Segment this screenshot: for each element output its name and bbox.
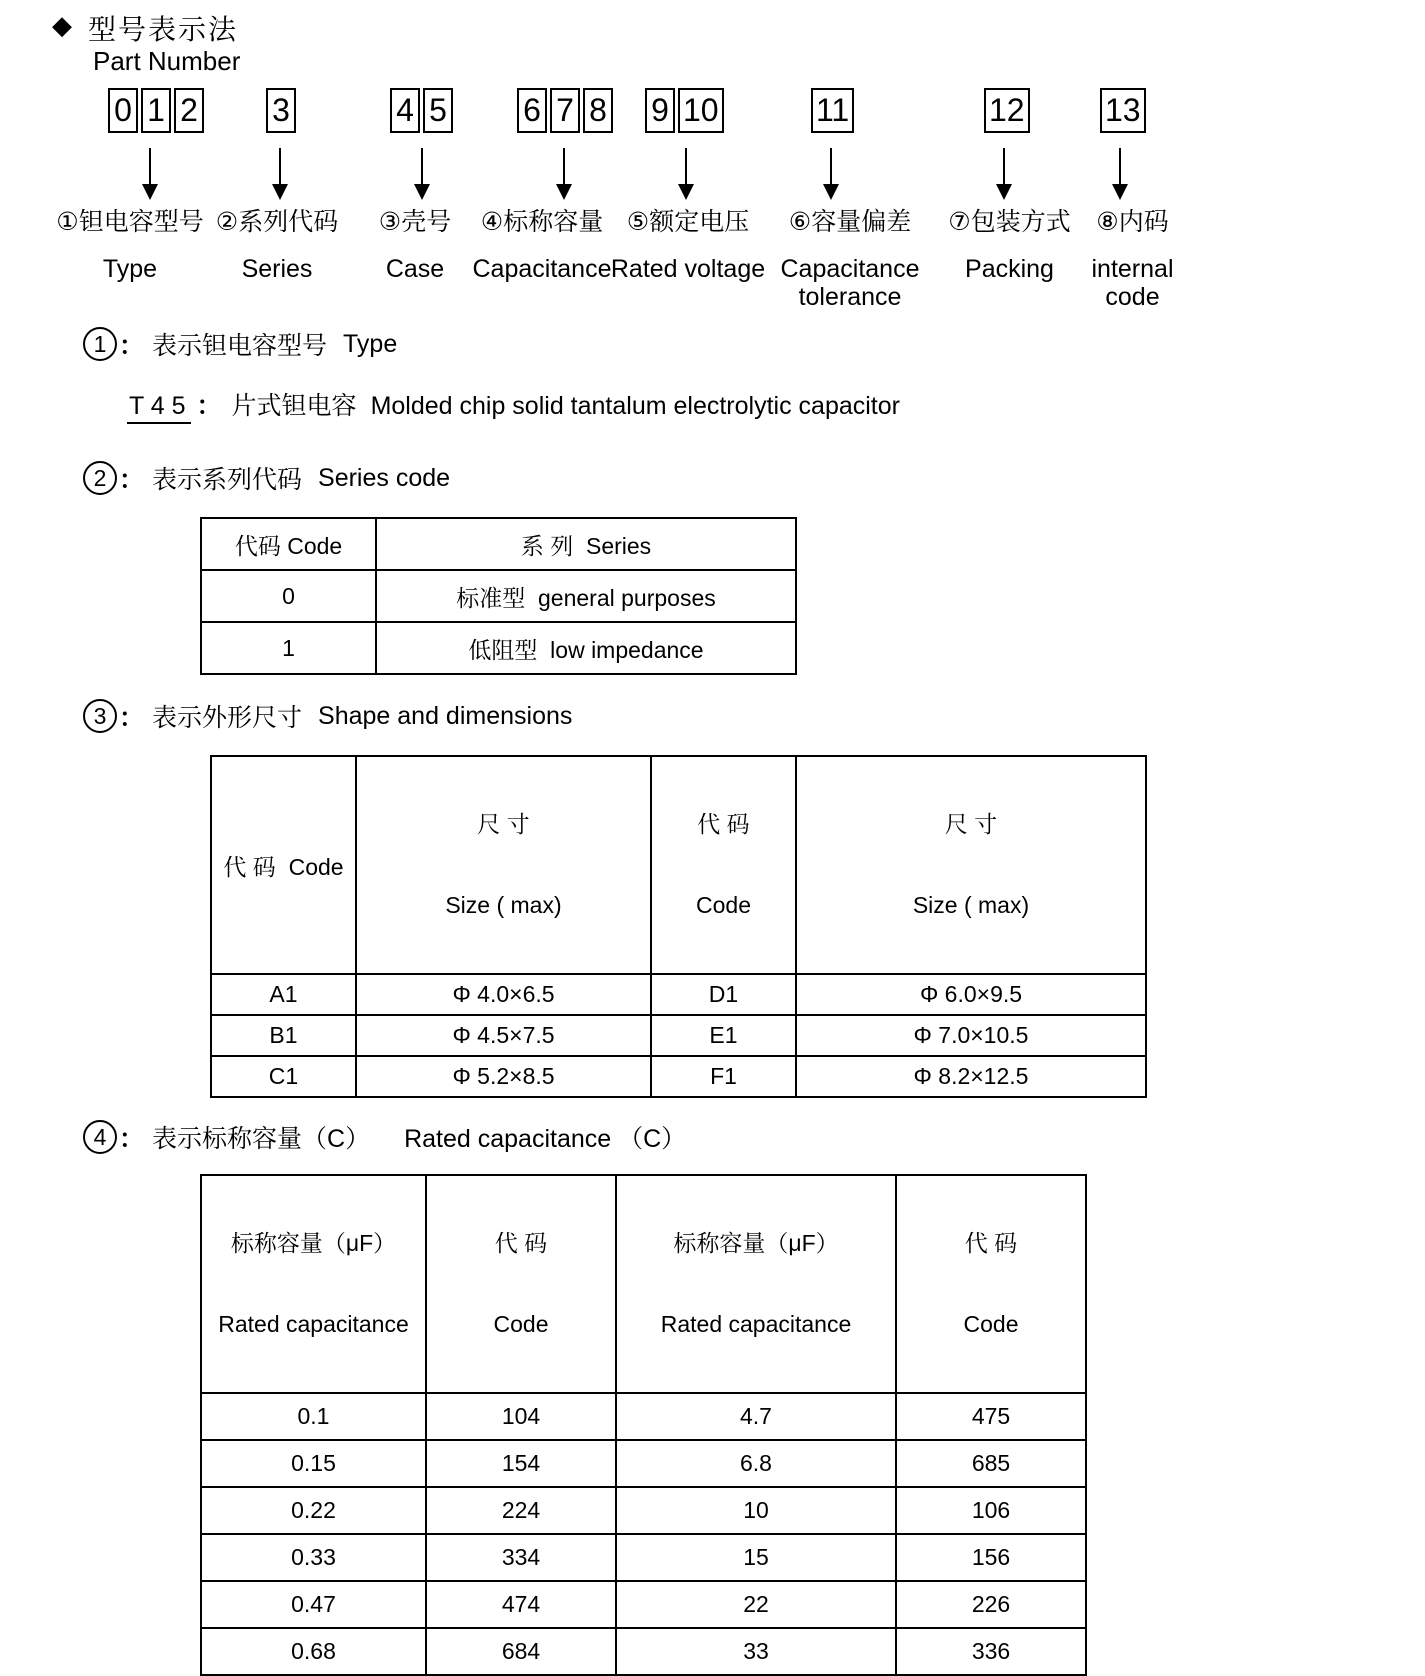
cell-code: 336 — [896, 1628, 1086, 1675]
field-label-capacitance — [472, 202, 612, 283]
cell-size: Φ 4.5×7.5 — [356, 1015, 651, 1056]
cell-series: 低阻型 low impedance — [376, 622, 796, 674]
field-label-en: internal code — [1091, 255, 1174, 311]
series-code-table — [200, 517, 797, 675]
header-cell-code: 代码 Code — [201, 518, 376, 570]
cell-code: 684 — [426, 1628, 616, 1675]
heading-colon: ： — [119, 466, 145, 494]
digit-box: 5 — [423, 88, 453, 133]
table-row — [201, 1393, 1086, 1440]
cell-code: 226 — [896, 1581, 1086, 1628]
header-cell-size — [796, 756, 1146, 974]
part-number-diagram — [0, 0, 1425, 310]
digit-group-capacitance — [517, 88, 613, 133]
circle-number-3: 3 — [83, 699, 117, 733]
cell-size: Φ 5.2×8.5 — [356, 1056, 651, 1097]
down-arrow-icon — [270, 148, 290, 200]
down-arrow-icon — [676, 148, 696, 200]
section-4-heading-en: Rated capacitance （C） — [404, 1125, 687, 1153]
type-code-zh: 片式钽电容 — [231, 392, 357, 420]
table-row — [201, 1581, 1086, 1628]
header-line: Rated capacitance — [660, 1311, 852, 1337]
digit-group-voltage — [645, 88, 724, 133]
digit-box: 10 — [678, 88, 724, 133]
section-1-heading-zh: 表示钽电容型号 — [152, 332, 328, 360]
cell-code: 104 — [426, 1393, 616, 1440]
down-arrow-icon — [554, 148, 574, 200]
cell-code: A1 — [211, 974, 356, 1015]
digit-box: 8 — [583, 88, 613, 133]
header-line: 标称容量（μF） — [673, 1230, 839, 1256]
section-3-heading-en: Shape and dimensions — [318, 701, 573, 730]
field-label-zh: ③壳号 — [378, 208, 452, 236]
digit-group-type — [108, 88, 204, 133]
field-label-en: Type — [102, 255, 158, 283]
field-label-en: Case — [385, 255, 445, 283]
cell-capacitance: 33 — [616, 1628, 896, 1675]
section-3-heading-zh: 表示外形尺寸 — [152, 704, 303, 732]
down-arrow-icon — [412, 148, 432, 200]
field-label-zh: ⑤额定电压 — [626, 208, 750, 236]
cell-capacitance: 0.68 — [201, 1628, 426, 1675]
cell-code: C1 — [211, 1056, 356, 1097]
cell-size: Φ 8.2×12.5 — [796, 1056, 1146, 1097]
field-label-zh: ①钽电容型号 — [56, 208, 204, 236]
cell-capacitance: 0.1 — [201, 1393, 426, 1440]
down-arrow-icon — [140, 148, 160, 200]
table-row — [211, 1015, 1146, 1056]
field-label-zh: ⑧内码 — [1096, 208, 1169, 236]
field-label-en: Packing — [965, 255, 1054, 283]
cell-code: 0 — [201, 570, 376, 622]
table-row — [211, 1056, 1146, 1097]
header-line: 尺 寸 — [477, 811, 530, 837]
field-label-internal-code — [1080, 202, 1185, 311]
header-line: Rated capacitance — [218, 1311, 409, 1337]
field-label-packing — [942, 202, 1077, 283]
header-cell-size — [356, 756, 651, 974]
down-arrow-icon — [994, 148, 1014, 200]
down-arrow-icon — [1110, 148, 1130, 200]
section-2-heading — [83, 460, 1425, 496]
section-2-heading-zh: 表示系列代码 — [152, 466, 303, 494]
heading-colon: ： — [119, 1125, 145, 1153]
cell-size: Φ 7.0×10.5 — [796, 1015, 1146, 1056]
shape-size-table — [210, 755, 1147, 1098]
field-label-en: Capacitance tolerance — [780, 255, 920, 311]
table-header-row — [201, 518, 796, 570]
cell-code: 685 — [896, 1440, 1086, 1487]
table-row — [201, 1487, 1086, 1534]
cell-code: 154 — [426, 1440, 616, 1487]
digit-group-packing — [984, 88, 1030, 133]
header-line: Code — [493, 1311, 549, 1337]
header-cell-capacitance — [616, 1175, 896, 1393]
digit-box: 12 — [984, 88, 1030, 133]
cell-code: B1 — [211, 1015, 356, 1056]
digit-box: 9 — [645, 88, 675, 133]
header-line: 尺 寸 — [944, 811, 998, 837]
field-label-type — [35, 202, 225, 283]
page-title-zh: 型号表示法 — [88, 14, 239, 45]
section-4-heading-zh: 表示标称容量（C） — [152, 1125, 371, 1153]
digit-group-internal — [1100, 88, 1146, 133]
digit-box: 11 — [811, 88, 854, 133]
cell-code: 106 — [896, 1487, 1086, 1534]
digit-box: 1 — [141, 88, 171, 133]
type-code-colon: ： — [196, 392, 222, 420]
header-cell-code: 代 码 Code — [211, 756, 356, 974]
header-line: 代 码 — [964, 1230, 1018, 1256]
digit-box: 2 — [174, 88, 204, 133]
cell-capacitance: 0.33 — [201, 1534, 426, 1581]
field-label-zh: ⑦包装方式 — [948, 208, 1071, 236]
section-1-heading-en: Type — [343, 329, 398, 358]
header-cell-series: 系 列 Series — [376, 518, 796, 570]
table-header-row — [211, 756, 1146, 974]
table-row — [211, 974, 1146, 1015]
cell-code: E1 — [651, 1015, 796, 1056]
cell-code: 474 — [426, 1581, 616, 1628]
cell-code: F1 — [651, 1056, 796, 1097]
page-title-en: Part Number — [93, 46, 241, 76]
digit-box: 0 — [108, 88, 138, 133]
field-label-en: Rated voltage — [610, 255, 766, 283]
cell-code: 156 — [896, 1534, 1086, 1581]
header-cell-capacitance — [201, 1175, 426, 1393]
field-label-rated-voltage — [608, 202, 768, 283]
table-row — [201, 622, 796, 674]
digit-group-tolerance — [811, 88, 854, 133]
type-code-line — [127, 386, 1425, 424]
table-row — [201, 570, 796, 622]
digit-group-case — [390, 88, 453, 133]
section-3-heading — [83, 698, 1425, 734]
cell-capacitance: 6.8 — [616, 1440, 896, 1487]
table-row — [201, 1440, 1086, 1487]
cell-code: 334 — [426, 1534, 616, 1581]
section-2-heading-en: Series code — [318, 463, 451, 492]
header-cell-code — [896, 1175, 1086, 1393]
header-cell-code — [651, 756, 796, 974]
table-row — [201, 1628, 1086, 1675]
cell-capacitance: 10 — [616, 1487, 896, 1534]
header-line: Code — [963, 1311, 1019, 1337]
circle-number-4: 4 — [83, 1120, 117, 1154]
field-label-tolerance — [775, 202, 925, 311]
field-label-en: Series — [241, 255, 313, 283]
section-1-heading — [83, 326, 1425, 362]
header-line: 代 码 — [494, 1230, 548, 1256]
table-row — [201, 1534, 1086, 1581]
field-label-zh: ②系列代码 — [215, 208, 339, 236]
header-cell-code — [426, 1175, 616, 1393]
digit-box: 13 — [1100, 88, 1146, 133]
cell-capacitance: 0.22 — [201, 1487, 426, 1534]
cell-code: 1 — [201, 622, 376, 674]
field-label-zh: ④标称容量 — [480, 208, 604, 236]
header-line: 标称容量（μF） — [230, 1230, 397, 1256]
heading-colon: ： — [119, 332, 145, 360]
circle-number-2: 2 — [83, 461, 117, 495]
cell-capacitance: 0.47 — [201, 1581, 426, 1628]
circle-number-1: 1 — [83, 327, 117, 361]
field-label-case — [355, 202, 475, 283]
header-line: Code — [696, 892, 751, 918]
type-code-underlined: T 4 5 — [127, 392, 191, 424]
cell-code: 475 — [896, 1393, 1086, 1440]
cell-size: Φ 4.0×6.5 — [356, 974, 651, 1015]
digit-box: 6 — [517, 88, 547, 133]
cell-capacitance: 15 — [616, 1534, 896, 1581]
cell-code: D1 — [651, 974, 796, 1015]
heading-colon: ： — [119, 704, 145, 732]
header-line: Size ( max) — [445, 892, 562, 918]
cell-code: 224 — [426, 1487, 616, 1534]
field-label-en: Capacitance — [472, 255, 612, 283]
cell-series: 标准型 general purposes — [376, 570, 796, 622]
section-4-heading — [83, 1119, 1425, 1155]
digit-box: 3 — [266, 88, 296, 133]
field-label-zh: ⑥容量偏差 — [788, 208, 912, 236]
cell-capacitance: 4.7 — [616, 1393, 896, 1440]
digit-group-series — [266, 88, 296, 133]
capacitance-code-table — [200, 1174, 1087, 1676]
type-code-en: Molded chip solid tantalum electrolytic capacitor — [370, 392, 900, 420]
diamond-bullet-icon: ◆ — [52, 10, 72, 40]
header-line: 代 码 — [697, 811, 750, 837]
digit-box: 4 — [390, 88, 420, 133]
cell-size: Φ 6.0×9.5 — [796, 974, 1146, 1015]
cell-capacitance: 0.15 — [201, 1440, 426, 1487]
header-line: Size ( max) — [912, 892, 1030, 918]
table-header-row — [201, 1175, 1086, 1393]
field-label-series — [207, 202, 347, 283]
digit-box: 7 — [550, 88, 580, 133]
down-arrow-icon — [821, 148, 841, 200]
cell-capacitance: 22 — [616, 1581, 896, 1628]
